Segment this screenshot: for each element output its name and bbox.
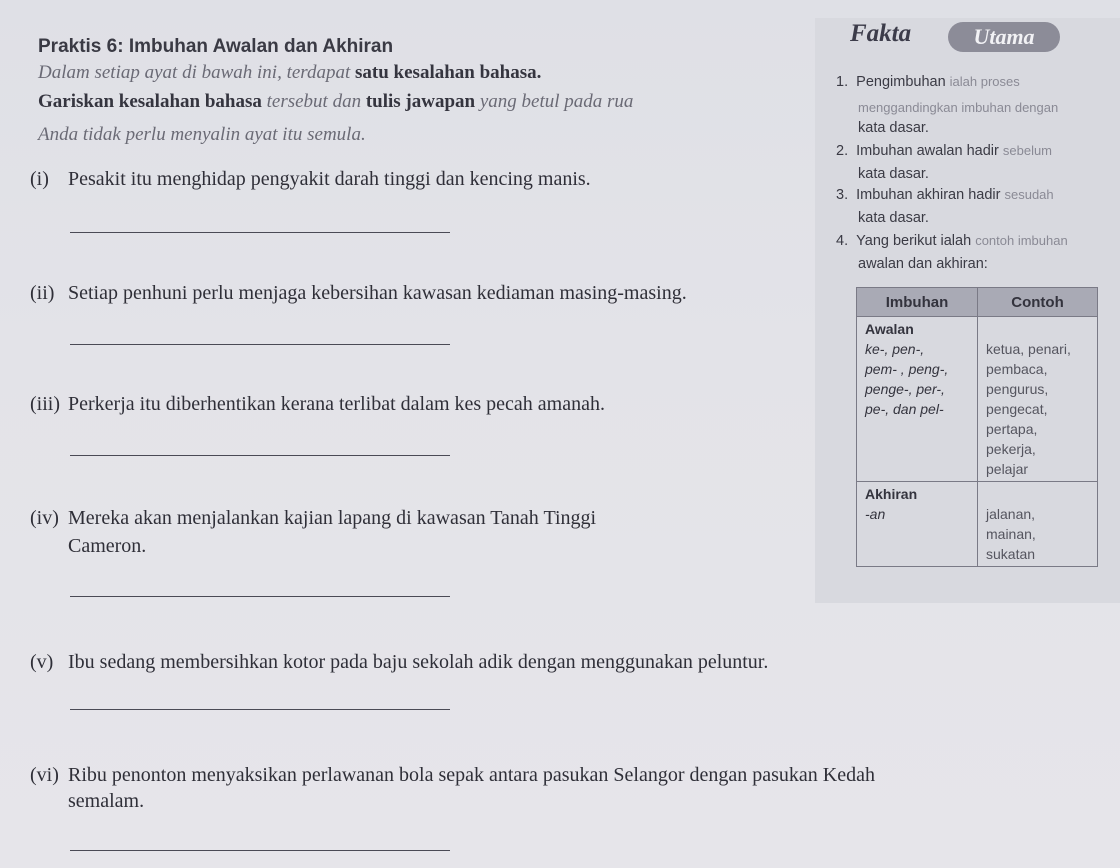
fact-4 — [836, 233, 1068, 249]
fact-4-line-2: awalan dan akhiran: — [858, 256, 988, 272]
fact-text-faded: sebelum — [1002, 143, 1053, 158]
question-3 — [30, 393, 605, 416]
fact-text-faded: sesudah — [1004, 187, 1054, 202]
fact-1 — [836, 74, 1020, 90]
fact-2-line-2: kata dasar. — [858, 166, 929, 182]
example-item: pembaca, — [986, 361, 1048, 377]
instruction-bold: Gariskan kesalahan bahasa — [38, 91, 267, 112]
fact-number: 2. — [836, 143, 849, 159]
example-item: pengecat, — [986, 401, 1048, 417]
question-text: Perkerja itu diberhentikan kerana terlibat dalam kes pecah amanah. — [68, 393, 605, 415]
affix-item: penge-, per-, — [865, 381, 945, 397]
table-row — [857, 317, 1098, 482]
example-item: mainan, — [986, 526, 1036, 542]
instruction-text: yang betul pada rua — [479, 91, 634, 112]
answer-line-4[interactable] — [70, 596, 450, 597]
question-number: (v) — [30, 651, 54, 673]
fact-number: 4. — [836, 233, 849, 249]
answer-line-1[interactable] — [70, 232, 450, 233]
question-number: (vi) — [30, 764, 59, 786]
example-item: ketua, penari, — [986, 341, 1071, 357]
instruction-bold: tulis jawapan — [365, 91, 480, 112]
group-label: Awalan — [865, 321, 914, 337]
example-item: pekerja, — [986, 441, 1036, 457]
question-2 — [30, 282, 687, 305]
affix-cell — [857, 317, 978, 482]
example-cell — [978, 317, 1098, 482]
fact-text: Pengimbuhan — [856, 74, 950, 90]
fact-text-faded: contoh imbuhan — [975, 233, 1068, 248]
example-item: pelajar — [986, 461, 1029, 477]
question-text: Ribu penonton menyaksikan perlawanan bola sepak antara pasukan Selangor dengan pasukan Kedah — [68, 764, 875, 786]
instruction-text: Dalam setiap ayat di bawah ini, terdapat — [38, 62, 356, 83]
example-item: sukatan — [986, 546, 1036, 562]
answer-line-5[interactable] — [70, 709, 450, 710]
question-text: Pesakit itu menghidap pengyakit darah tinggi dan kencing manis. — [68, 168, 591, 190]
question-4 — [30, 507, 596, 530]
affix-item: pem- , peng-, — [865, 361, 949, 377]
fact-1-line-3: kata dasar. — [858, 120, 929, 136]
question-5 — [30, 651, 768, 674]
fact-3-line-2: kata dasar. — [858, 210, 929, 226]
answer-line-6[interactable] — [70, 850, 450, 851]
fact-text: Imbuhan akhiran hadir — [856, 187, 1005, 203]
fact-3 — [836, 187, 1054, 203]
question-6-continued: semalam. — [68, 790, 145, 812]
fact-number: 1. — [836, 74, 849, 90]
question-number: (iv) — [30, 507, 59, 529]
instruction-text: tersebut dan — [266, 91, 366, 112]
answer-line-3[interactable] — [70, 455, 450, 456]
table-header-row — [857, 288, 1098, 317]
affix-cell — [857, 482, 978, 567]
example-item: jalanan, — [986, 506, 1036, 522]
instruction-line-1 — [38, 62, 541, 84]
question-4-continued: Cameron. — [68, 535, 147, 557]
affix-item: pe-, dan pel- — [865, 401, 944, 417]
table-row — [857, 482, 1098, 567]
fact-text-faded: ialah proses — [949, 74, 1020, 89]
example-cell — [978, 482, 1098, 567]
table-header: Imbuhan — [857, 288, 978, 317]
utama-badge: Utama — [948, 22, 1060, 52]
answer-line-2[interactable] — [70, 344, 450, 345]
question-number: (i) — [30, 168, 49, 190]
page-title: Praktis 6: Imbuhan Awalan dan Akhiran — [38, 36, 394, 57]
example-item: pengurus, — [986, 381, 1049, 397]
instruction-bold: satu kesalahan bahasa. — [355, 62, 542, 83]
fact-2 — [836, 143, 1052, 159]
instruction-line-3 — [38, 124, 366, 146]
question-text: Ibu sedang membersihkan kotor pada baju sekolah adik dengan menggunakan peluntur. — [68, 651, 769, 673]
question-1 — [30, 168, 591, 191]
instruction-text: Anda tidak perlu menyalin ayat itu semula. — [38, 124, 366, 145]
fact-number: 3. — [836, 187, 849, 203]
fact-text: Imbuhan awalan hadir — [856, 143, 1003, 159]
question-text: Setiap penhuni perlu menjaga kebersihan kawasan kediaman masing-masing. — [68, 282, 687, 304]
fact-1-line-2: menggandingkan imbuhan dengan — [858, 100, 1059, 115]
instruction-line-2 — [38, 91, 633, 113]
table-header: Contoh — [978, 288, 1098, 317]
affix-item: ke-, pen-, — [865, 341, 925, 357]
affix-table — [856, 287, 1098, 567]
example-item: pertapa, — [986, 421, 1038, 437]
question-text: Mereka akan menjalankan kajian lapang di kawasan Tanah Tinggi — [68, 507, 597, 529]
group-label: Akhiran — [865, 486, 918, 502]
question-number: (ii) — [30, 282, 55, 304]
fact-text: Yang berikut ialah — [856, 233, 976, 249]
affix-item: -an — [865, 506, 886, 522]
fakta-heading: Fakta — [850, 20, 912, 47]
question-6 — [30, 764, 875, 787]
question-number: (iii) — [30, 393, 60, 415]
